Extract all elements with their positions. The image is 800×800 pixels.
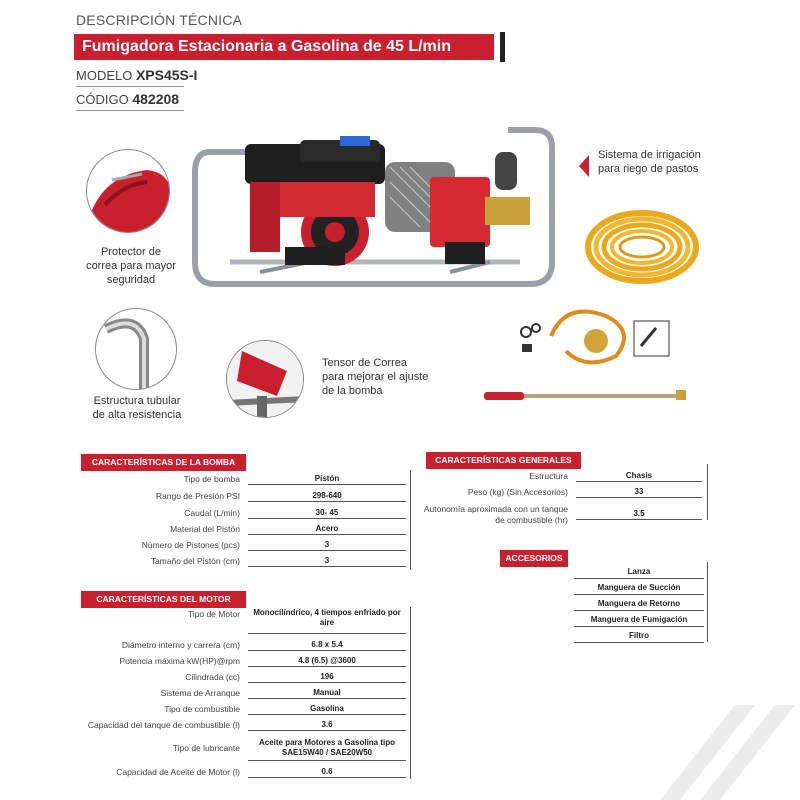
table-row [0, 609, 240, 625]
table-row [420, 504, 568, 526]
background-watermark-shape [640, 685, 800, 800]
table-row [0, 672, 240, 688]
row-label: Caudal (L/min) [184, 508, 240, 518]
row-value: Aceite para Motores a Gasolina tipo SAE15W40 / SAE20W50 [248, 737, 406, 761]
row-label: Tipo de Motor [187, 609, 240, 619]
table-row [0, 540, 240, 556]
row-label: Tamaño del Pistón (cm) [150, 556, 240, 566]
row-label: Sistema de Arranque [160, 688, 240, 698]
product-title: Fumigadora Estacionaria a Gasolina de 45 L/min [74, 34, 494, 60]
table-row [0, 688, 240, 704]
sprayer-machine-image [190, 122, 565, 297]
table-row [400, 487, 568, 503]
row-label: Capacidad de Aceite de Motor (l) [116, 767, 240, 777]
row-label: Rango de Presión PSI [155, 491, 240, 501]
code-label: CÓDIGO [76, 92, 129, 107]
code-line [76, 91, 179, 107]
row-label: Diámetro interno y carrera (cm) [121, 640, 240, 650]
row-value: Chasis [576, 471, 702, 482]
accessory-item: Manguera de Succión [574, 581, 704, 595]
general-section-heading: CARACTERÍSTICAS GENERALES [426, 452, 581, 468]
table-row [0, 767, 240, 783]
row-value: 4.8 (6.5) @3600 [248, 656, 406, 667]
row-value: 298-640 [248, 491, 406, 502]
table-row [0, 720, 240, 736]
table-row [0, 656, 240, 672]
accessories-kit-image [516, 296, 676, 376]
accessory-item: Lanza [574, 565, 704, 579]
model-label: MODELO [76, 68, 133, 83]
accessory-item: Filtro [574, 629, 704, 643]
column-divider [410, 607, 411, 779]
pump-section-heading: CARACTERÍSTICAS DE LA BOMBA [81, 454, 246, 470]
row-label: Material del Pistón [170, 524, 240, 534]
row-value: Manual [248, 688, 406, 699]
row-label: Cilindrada (cc) [185, 672, 240, 682]
belt-guard-caption: Protector de correa para mayor seguridad [86, 246, 176, 286]
pointer-arrow-icon [577, 153, 591, 179]
row-label: Número de Pistones (pcs) [141, 540, 240, 550]
row-label: Tipo de bomba [183, 474, 240, 484]
section-underline [500, 566, 568, 567]
tensioner-caption: Tensor de Correa para mejorar el ajuste de la bomba [322, 357, 429, 397]
row-value: 30- 45 [248, 508, 406, 519]
section-underline [81, 607, 246, 608]
row-value: 196 [248, 672, 406, 683]
column-divider [707, 562, 708, 642]
accessory-item: Manguera de Fumigación [574, 613, 704, 627]
row-value: 3 [248, 556, 406, 567]
row-label: Estructura [529, 471, 568, 481]
row-value: 3.6 [248, 720, 406, 731]
row-value: Acero [248, 524, 406, 535]
table-row [0, 524, 240, 540]
row-label: Capacidad del tanque de combustible (l) [87, 720, 240, 730]
row-label: Potencia máxima kW(HP)@rpm [119, 656, 240, 666]
table-row [400, 471, 568, 487]
belt-guard-detail-image [86, 149, 170, 233]
row-label: Tipo de lubricante [172, 743, 240, 753]
row-value: Pistón [248, 474, 406, 485]
divider [76, 86, 184, 87]
table-row [0, 474, 240, 490]
table-row [0, 508, 240, 524]
row-label: Tipo de combustible [164, 704, 240, 714]
row-label: Autonomía aproximada con un tanque de combustible (hr) [423, 504, 568, 525]
irrigation-caption: Sistema de irrigación para riego de pastos [598, 149, 701, 175]
frame-detail-image [95, 308, 177, 390]
divider [76, 110, 184, 111]
row-value: 3 [248, 540, 406, 551]
row-value: 6.8 x 5.4 [248, 640, 406, 651]
model-line [76, 67, 197, 83]
row-value: 33 [576, 487, 702, 498]
spray-lance-image [484, 386, 694, 408]
frame-caption: Estructura tubular de alta resistencia [92, 395, 182, 421]
table-row [0, 704, 240, 720]
table-row [0, 640, 240, 656]
row-label: Peso (kg) (Sin Accesorios) [467, 487, 568, 497]
column-divider [707, 464, 708, 520]
motor-section-heading: CARACTERÍSTICAS DEL MOTOR [81, 591, 246, 607]
section-subtitle: DESCRIPCIÓN TÉCNICA [76, 12, 243, 28]
model-value: XPS45S-I [135, 67, 198, 83]
row-value: 0.6 [248, 767, 406, 778]
row-value: 3.5 [576, 509, 702, 520]
row-value: Monocilíndrico, 4 tiempos enfriado por aire [248, 606, 406, 634]
table-row [0, 491, 240, 507]
row-value: Gasolina [248, 704, 406, 715]
accessory-item: Manguera de Retorno [574, 597, 704, 611]
code-value: 482208 [132, 91, 180, 107]
hose-coil-image [584, 207, 700, 287]
table-row [0, 743, 240, 759]
table-row [0, 556, 240, 572]
tensioner-detail-image [226, 340, 304, 418]
section-underline [426, 468, 581, 469]
accessories-section-heading: ACCESORIOS [500, 550, 568, 566]
title-accent-bar [500, 32, 505, 62]
section-underline [81, 470, 246, 471]
